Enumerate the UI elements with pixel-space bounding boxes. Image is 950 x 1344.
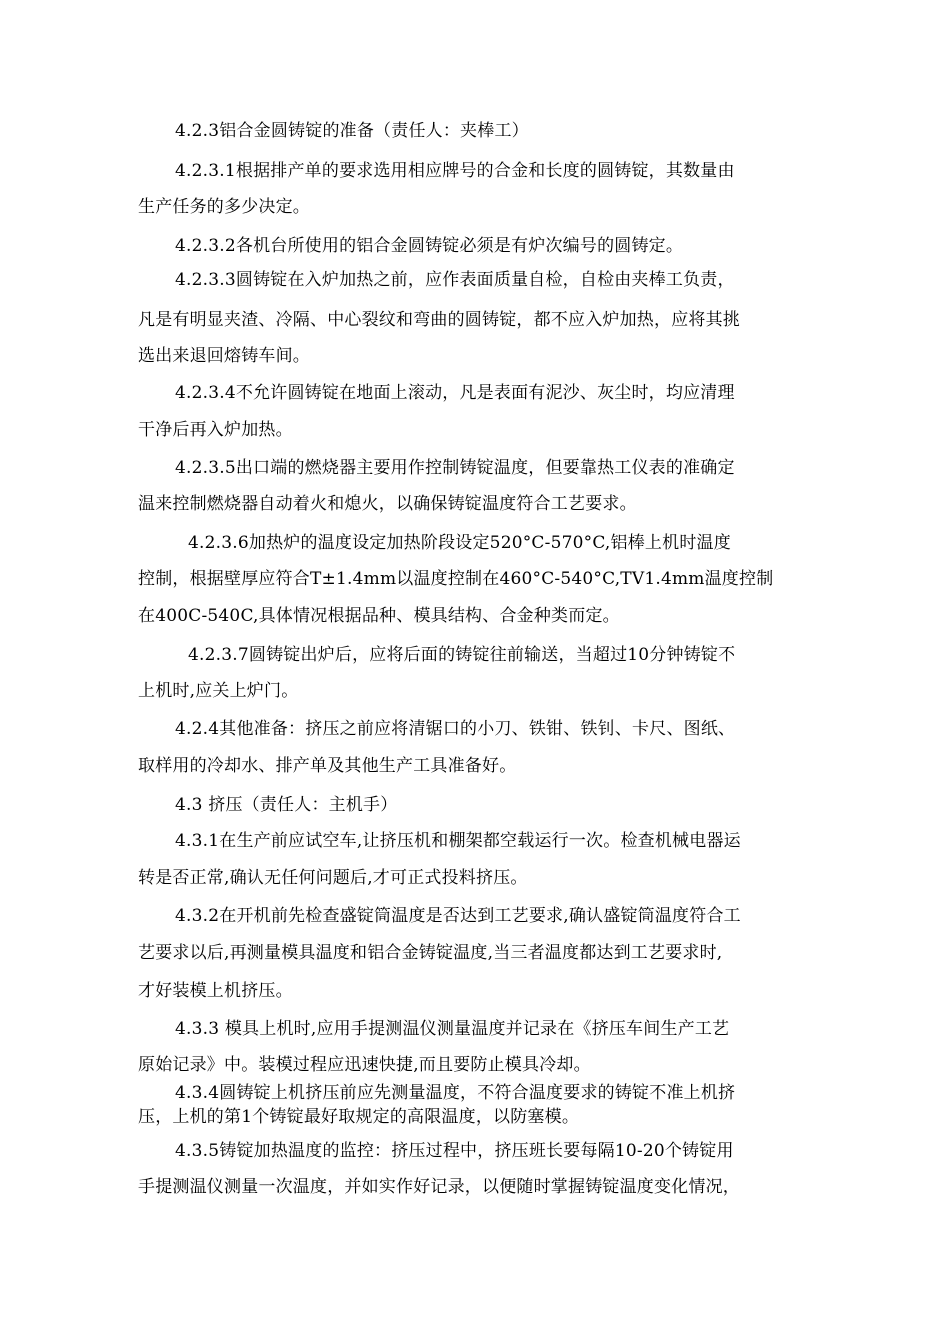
paragraph-line: 温来控制燃烧器自动着火和熄火，以确保铸锭温度符合工艺要求。 (138, 494, 637, 514)
paragraph-line: 4.2.3.3圆铸锭在入炉加热之前，应作表面质量自检，自检由夹棒工负责， (175, 270, 735, 290)
paragraph-line: 上机时,应关上炉门。 (138, 681, 299, 701)
paragraph-line: 4.3.5铸锭加热温度的监控：挤压过程中，挤压班长要每隔10-20个铸锭用 (175, 1141, 734, 1161)
paragraph-line: 4.3.3 模具上机时,应用手提测温仪测量温度并记录在《挤压车间生产工艺 (175, 1019, 730, 1039)
paragraph-line: 艺要求以后,再测量模具温度和铝合金铸锭温度,当三者温度都达到工艺要求时, (138, 943, 723, 963)
paragraph-line: 4.3.4圆铸锭上机挤压前应先测量温度，不符合温度要求的铸锭不准上机挤 (175, 1083, 736, 1103)
paragraph-line: 4.2.3.6加热炉的温度设定加热阶段设定520°C-570°C,铝棒上机时温度 (188, 533, 731, 553)
paragraph-line: 才好装模上机挤压。 (138, 981, 293, 1001)
paragraph-line: 4.2.3.1根据排产单的要求选用相应牌号的合金和长度的圆铸锭，其数量由 (175, 161, 735, 181)
paragraph-line: 4.2.4其他准备：挤压之前应将清锯口的小刀、铁钳、铁钊、卡尺、图纸、 (175, 719, 736, 739)
paragraph-line: 生产任务的多少决定。 (138, 197, 310, 217)
paragraph-line: 手提测温仪测量一次温度，并如实作好记录，以便随时掌握铸锭温度变化情况， (138, 1177, 740, 1197)
paragraph-line: 转是否正常,确认无任何问题后,才可正式投料挤压。 (138, 868, 528, 888)
paragraph-line: 4.2.3.4不允许圆铸锭在地面上滚动，凡是表面有泥沙、灰尘时，均应清理 (175, 383, 735, 403)
section-heading-4-2-3: 4.2.3铝合金圆铸锭的准备（责任人：夹棒工） (175, 121, 529, 141)
paragraph-line: 干净后再入炉加热。 (138, 420, 293, 440)
paragraph-line: 在400C-540C,具体情况根据品种、模具结构、合金种类而定。 (138, 606, 620, 626)
paragraph-line: 选出来退回熔铸车间。 (138, 346, 310, 366)
paragraph-line: 4.3.2在开机前先检查盛锭筒温度是否达到工艺要求,确认盛锭筒温度符合工 (175, 906, 741, 926)
paragraph-line: 凡是有明显夹渣、冷隔、中心裂纹和弯曲的圆铸锭，都不应入炉加热，应将其挑 (138, 310, 740, 330)
paragraph-line: 压，上机的第1个铸锭最好取规定的高限温度，以防塞模。 (138, 1107, 580, 1127)
paragraph-line: 4.2.3.2各机台所使用的铝合金圆铸锭必须是有炉次编号的圆铸定。 (175, 236, 684, 256)
paragraph-line: 4.2.3.5出口端的燃烧器主要用作控制铸锭温度，但要靠热工仪表的准确定 (175, 458, 735, 478)
section-heading-4-3: 4.3 挤压（责任人：主机手） (175, 795, 398, 815)
paragraph-line: 4.3.1在生产前应试空车,让挤压机和棚架都空载运行一次。检查机械电器运 (175, 831, 741, 851)
paragraph-line: 4.2.3.7圆铸锭出炉后，应将后面的铸锭往前输送，当超过10分钟铸锭不 (188, 645, 736, 665)
paragraph-line: 原始记录》中。装模过程应迅速快捷,而且要防止模具冷却。 (138, 1055, 591, 1075)
paragraph-line: 控制，根据壁厚应符合T±1.4mm以温度控制在460°C-540°C,TV1.4mm温度控制 (138, 569, 774, 589)
paragraph-line: 取样用的冷却水、排产单及其他生产工具准备好。 (138, 756, 517, 776)
